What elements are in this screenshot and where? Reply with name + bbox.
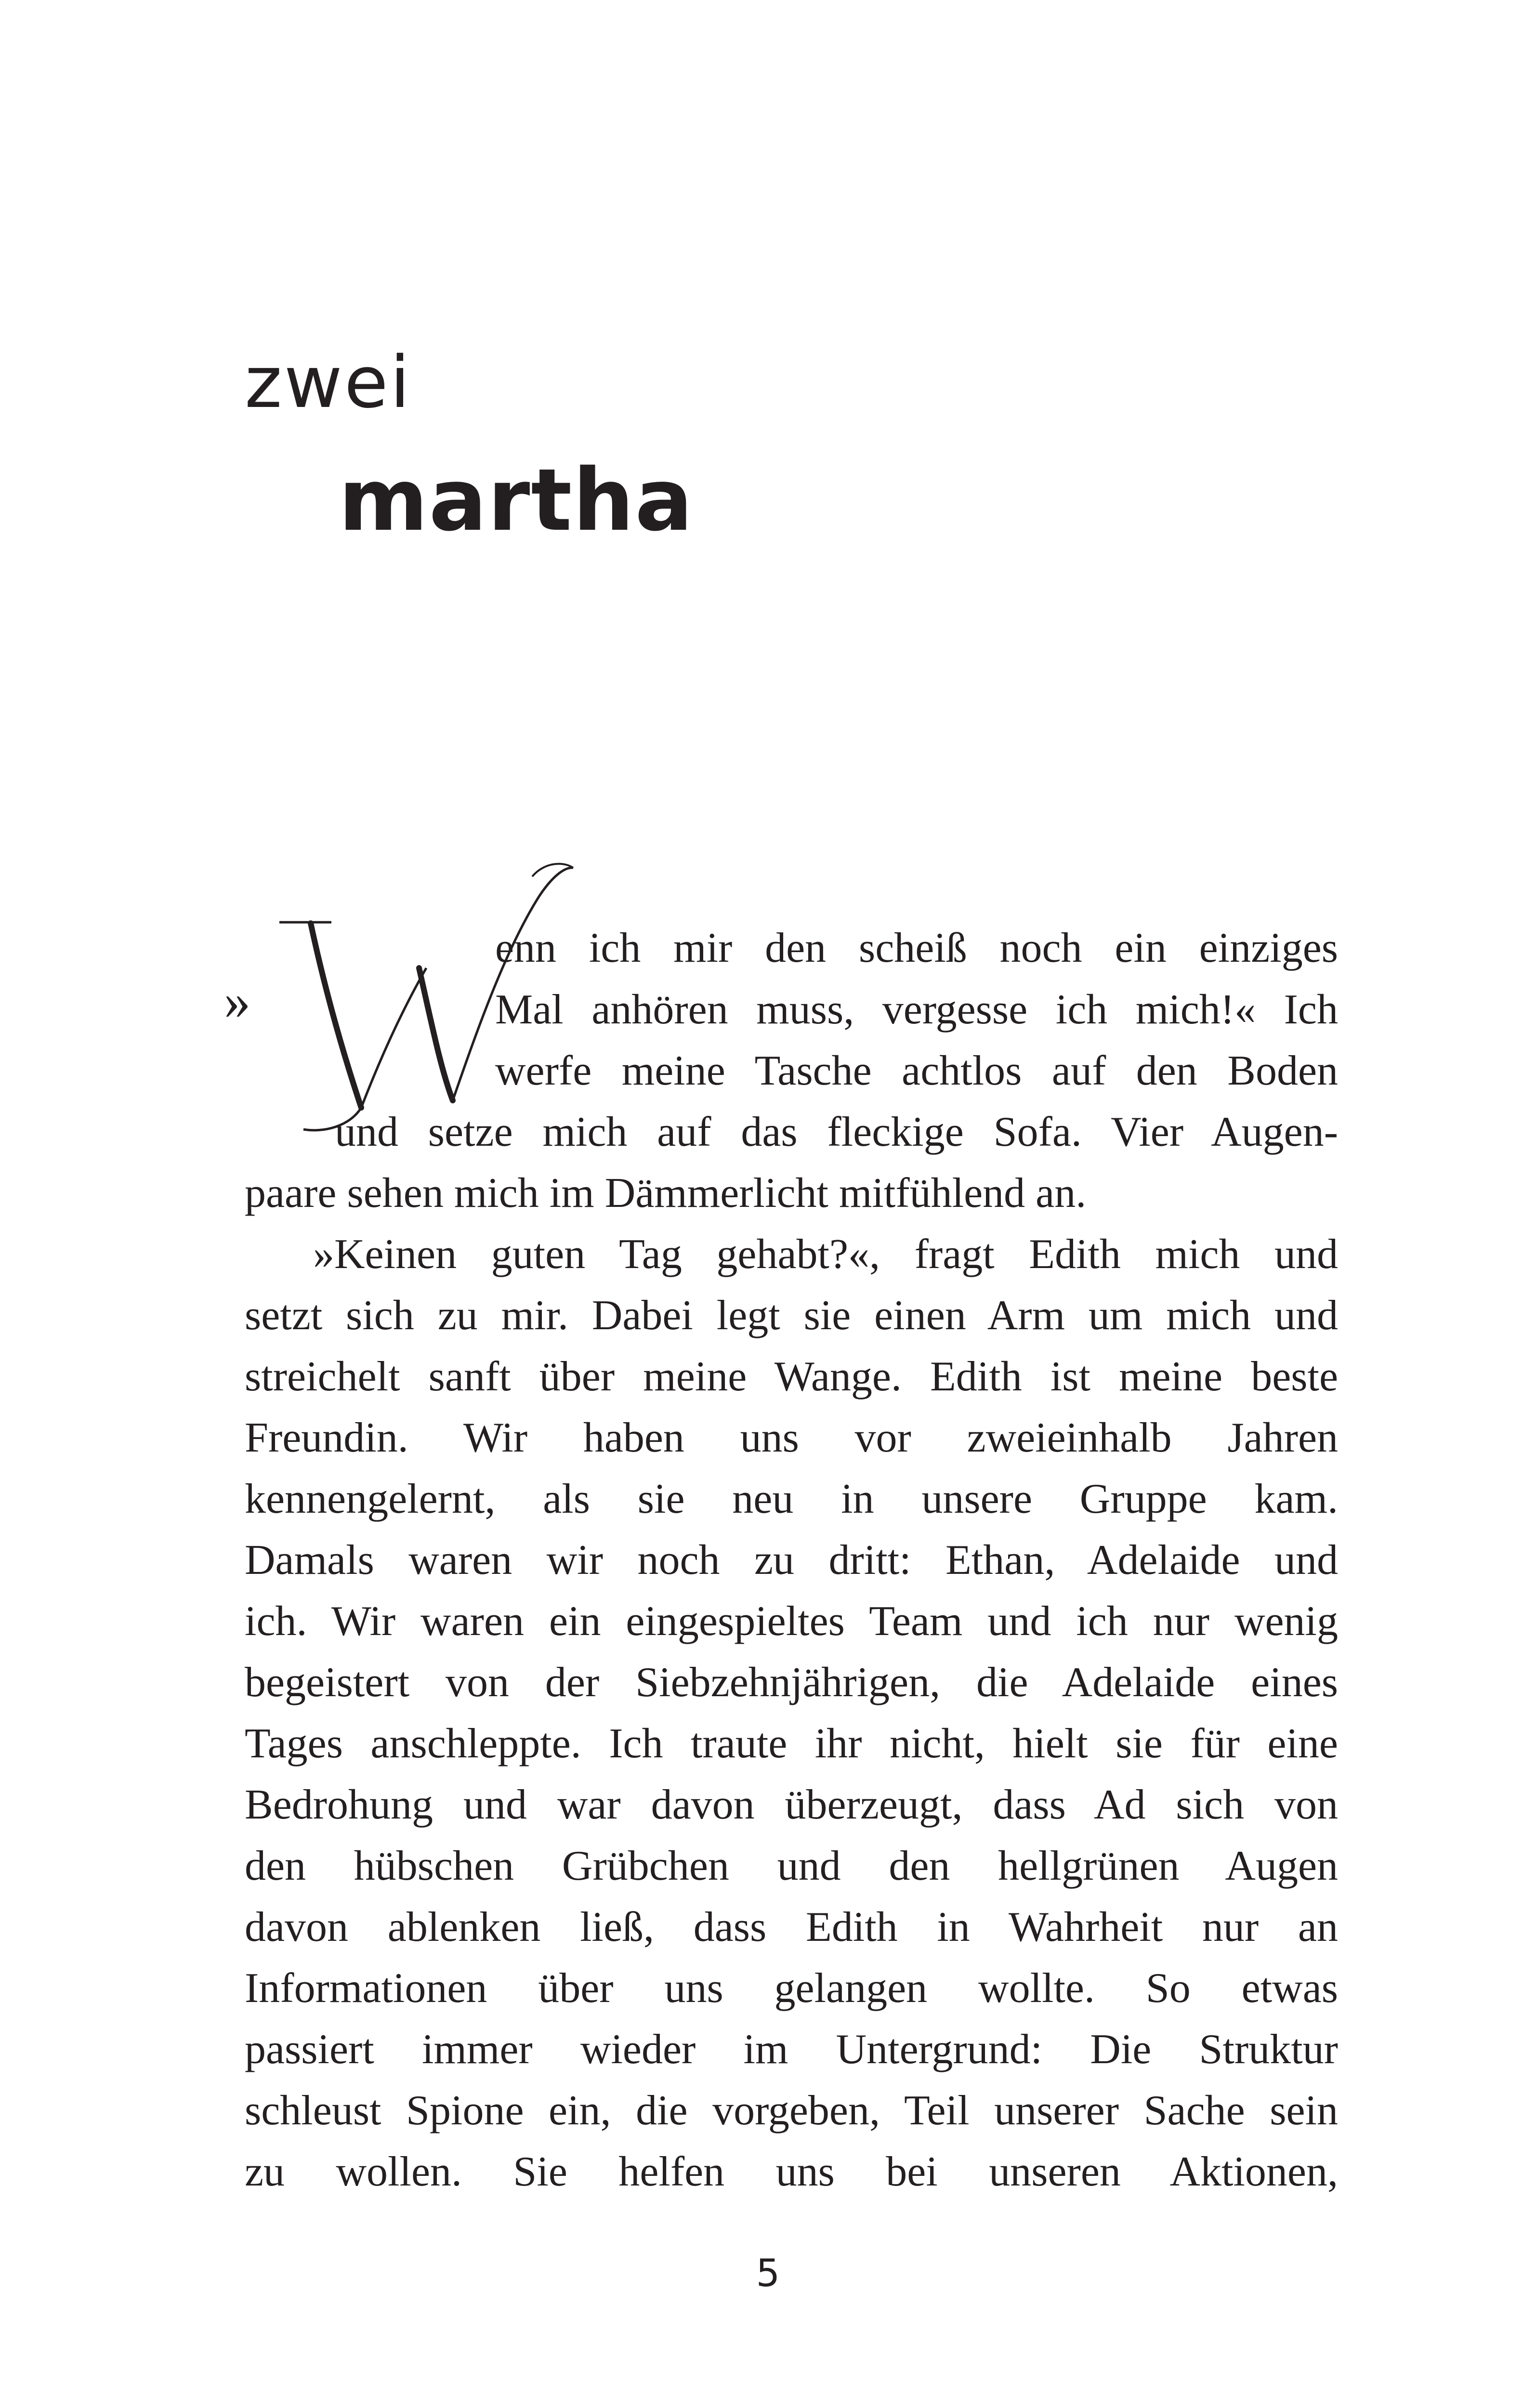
text-line: werfe meine Tasche achtlos auf den Boden — [495, 1047, 1338, 1094]
text-line: den hübschen Grübchen und den hellgrünen Augen — [245, 1843, 1338, 1889]
text-line: »Keinen guten Tag gehabt?«, fragt Edith mich und — [313, 1231, 1338, 1278]
text-line: davon ablenken ließ, dass Edith in Wahrheit nur an — [245, 1904, 1338, 1950]
text-line: kennengelernt, als sie neu in unsere Gruppe kam. — [245, 1476, 1338, 1522]
page-number: 5 — [756, 2252, 780, 2295]
text-line: setzt sich zu mir. Dabei legt sie einen Arm um mich und — [245, 1292, 1338, 1339]
chapter-title: martha — [339, 450, 694, 550]
text-line: streichelt sanft über meine Wange. Edith ist meine beste — [245, 1353, 1338, 1400]
text-line: und setze mich auf das fleckige Sofa. Vier Augen- — [335, 1109, 1338, 1155]
text-line: Informationen über uns gelangen wollte. So etwas — [245, 1965, 1338, 2012]
text-line: Bedrohung und war davon überzeugt, dass Ad sich von — [245, 1781, 1338, 1828]
opening-quote-mark: » — [224, 971, 250, 1030]
text-line: Mal anhören muss, vergesse ich mich!« Ich — [495, 986, 1338, 1033]
text-line: passiert immer wieder im Untergrund: Die Struktur — [245, 2026, 1338, 2073]
text-line: zu wollen. Sie helfen uns bei unseren Aktionen, — [245, 2148, 1338, 2195]
text-line: Damals waren wir noch zu dritt: Ethan, Adelaide und — [245, 1537, 1338, 1584]
text-line: paare sehen mich im Dämmerlicht mitfühlend an. — [245, 1170, 1087, 1217]
text-line: ich. Wir waren ein eingespieltes Team und ich nur wenig — [245, 1598, 1338, 1645]
text-line: begeistert von der Siebzehnjährigen, die Adelaide eines — [245, 1659, 1338, 1706]
chapter-number: zwei — [245, 341, 412, 424]
text-line: Tages anschleppte. Ich traute ihr nicht, hielt sie für eine — [245, 1720, 1338, 1767]
text-line: schleust Spione ein, die vorgeben, Teil unserer Sache sein — [245, 2087, 1338, 2134]
text-line: enn ich mir den scheiß noch ein einziges — [495, 925, 1338, 971]
text-line: Freundin. Wir haben uns vor zweieinhalb Jahren — [245, 1414, 1338, 1461]
